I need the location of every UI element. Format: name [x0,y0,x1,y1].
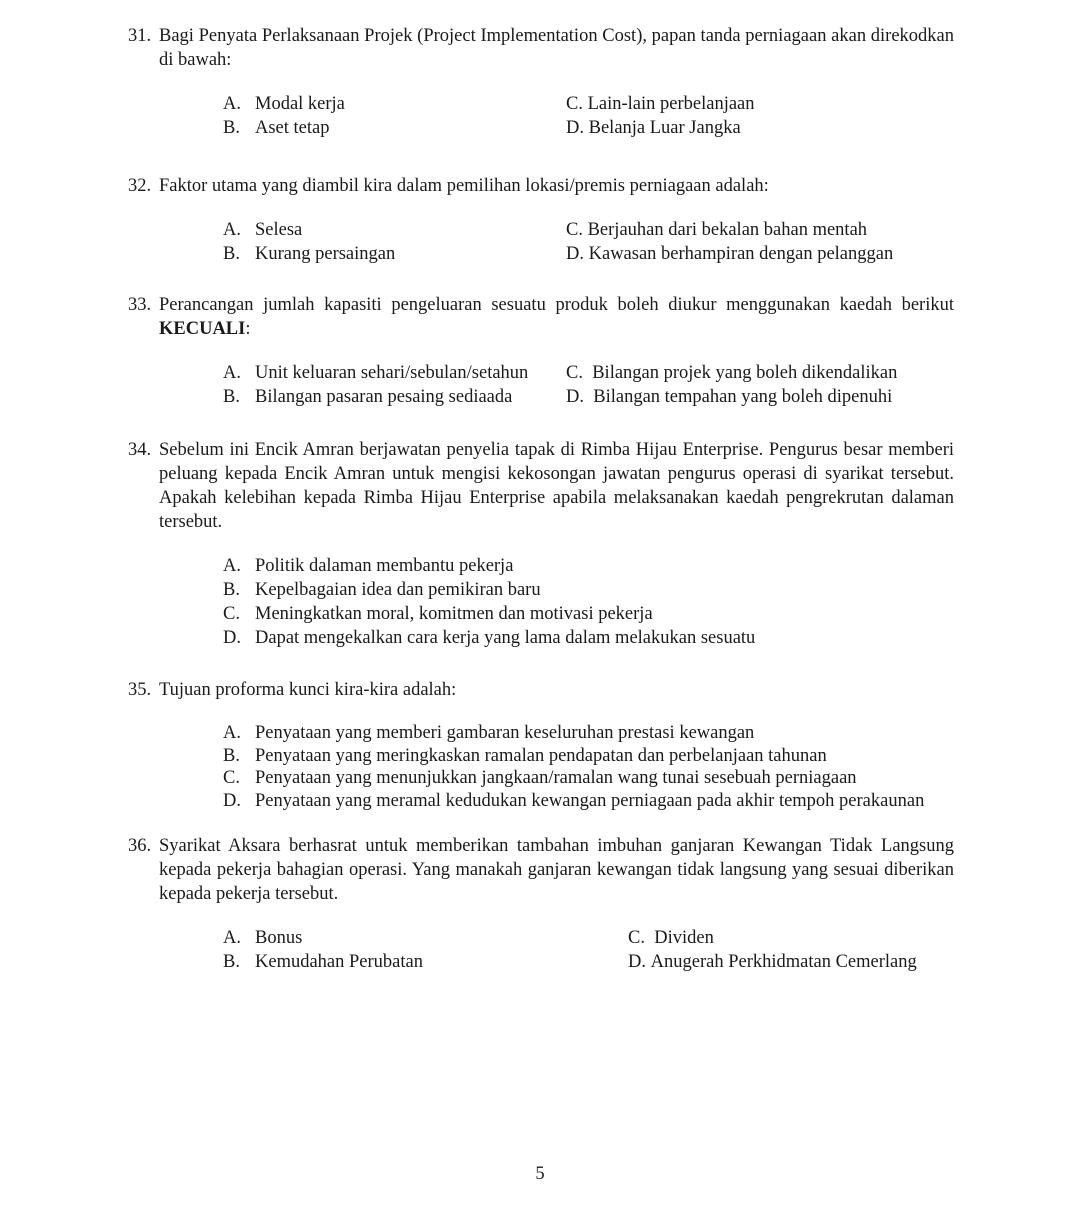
option-b [223,950,628,974]
question-number: 33. [128,295,152,315]
option-letter: A. [223,220,241,240]
question-text: Syarikat Aksara berhasrat untuk memberikan tambahan imbuhan ganjaran Kewangan Tidak Langsung kepada pekerja bahagian operasi. Yang manakah ganjaran kewangan tidak langsung yang sesuai diberikan kepada pekerja tersebut. [159,836,954,904]
option-b [223,242,566,266]
option-a [223,92,566,116]
option-letter: C. [223,604,240,624]
option-c [566,361,897,385]
option-letter: A. [223,723,241,743]
option-text: Aset tetap [255,118,330,138]
option-letter: C. [566,363,583,383]
option-c [628,926,714,950]
option-letter: D. [566,118,584,138]
question-emphasis-suffix: : [245,319,251,339]
options-list [223,554,954,650]
option-text: Penyataan yang meringkaskan ramalan pendapatan dan perbelanjaan tahunan [255,745,827,766]
option-letter: B. [223,387,240,407]
option-text: Penyataan yang memberi gambaran keseluruhan prestasi kewangan [255,723,755,743]
option-letter: D. [223,628,241,648]
option-text: Unit keluaran sehari/sebulan/setahun [255,363,529,383]
option-letter: C. [628,928,645,948]
option-b [223,385,566,409]
option-text: Bilangan pasaran pesaing sediaada [255,387,513,407]
option-text: Berjauhan dari bekalan bahan mentah [587,220,868,240]
question-text [159,293,954,341]
option-text: Penyataan yang menunjukkan jangkaan/ramalan wang tunai sesebuah perniagaan [255,768,857,788]
question-number: 34. [128,440,152,460]
option-letter: C. [223,768,240,788]
option-text: Kepelbagaian idea dan pemikiran baru [255,580,541,600]
option-a [223,361,566,385]
option-text: Kurang persaingan [255,244,396,264]
option-text: Bonus [255,928,303,948]
page-number: 5 [535,1164,545,1184]
question-emphasis: KECUALI [159,319,246,339]
question-number: 31. [128,26,152,46]
option-b [223,745,954,768]
option-b [223,578,954,602]
option-d [628,950,917,974]
question-34 [128,438,954,650]
option-b [223,116,566,140]
option-letter: B. [223,580,240,600]
option-text: Belanja Luar Jangka [588,118,741,138]
option-letter: B. [223,118,240,138]
option-text: Lain-lain perbelanjaan [587,94,755,114]
option-letter: A. [223,928,241,948]
option-letter: D. [566,387,584,407]
option-text: Politik dalaman membantu pekerja [255,556,514,576]
question-body: Perancangan jumlah kapasiti pengeluaran sesuatu produk boleh diukur menggunakan kaedah berikut [159,295,954,315]
option-d [223,626,954,650]
question-text: Sebelum ini Encik Amran berjawatan penyelia tapak di Rimba Hijau Enterprise. Pengurus besar memberi peluang kepada Encik Amran untuk mengisi kekosongan jawatan pengurus operasi di syarikat tersebut. Apakah kelebihan kepada Rimba Hijau Enterprise apabila melaksanakan kaedah pengrekrutan dalaman tersebut. [159,440,954,532]
question-text: Bagi Penyata Perlaksanaan Projek (Project Implementation Cost), papan tanda perniagaan akan direkodkan di bawah: [159,26,954,70]
option-text: Modal kerja [255,94,345,114]
options-grid [223,218,954,266]
option-letter: D. [566,244,584,264]
question-32 [128,174,954,266]
question-number: 36. [128,836,152,856]
option-c [223,602,954,626]
option-letter: B. [223,952,240,972]
option-letter: C. [566,220,583,240]
option-text: Bilangan tempahan yang boleh dipenuhi [593,387,893,407]
option-letter: B. [223,244,240,264]
option-d [566,385,892,409]
question-text: Faktor utama yang diambil kira dalam pemilihan lokasi/premis perniagaan adalah: [159,176,769,196]
option-text: Dividen [654,928,714,948]
option-letter: D. [628,952,646,972]
option-text: Bilangan projek yang boleh dikendalikan [592,363,898,383]
options-grid [223,92,954,140]
option-d [223,790,954,813]
option-text: Kawasan berhampiran dengan pelanggan [588,244,894,264]
option-a [223,554,954,578]
question-text: Tujuan proforma kunci kira-kira adalah: [159,680,457,700]
options-grid [223,361,954,409]
option-letter: D. [223,790,241,811]
option-a [223,722,954,745]
option-c [223,767,954,790]
question-35 [128,678,954,812]
options-list [223,722,954,812]
option-text: Anugerah Perkhidmatan Cemerlang [650,952,917,972]
option-text: Selesa [255,220,303,240]
option-text: Kemudahan Perubatan [255,952,423,972]
option-d [566,242,893,266]
options-grid [223,926,954,974]
option-text: Dapat mengekalkan cara kerja yang lama dalam melakukan sesuatu [255,628,756,648]
question-number: 32. [128,176,152,196]
option-d [566,116,741,140]
question-number: 35. [128,680,152,700]
question-31 [128,24,954,140]
option-letter: A. [223,94,241,114]
option-c [566,92,755,116]
option-a [223,926,628,950]
option-text: Penyataan yang meramal kedudukan kewangan perniagaan pada akhir tempoh perakaunan [255,790,925,811]
option-a [223,218,566,242]
option-letter: C. [566,94,583,114]
option-letter: B. [223,745,240,766]
option-letter: A. [223,363,241,383]
option-c [566,218,867,242]
option-letter: A. [223,556,241,576]
question-36 [128,834,954,974]
option-text: Meningkatkan moral, komitmen dan motivasi pekerja [255,604,653,624]
question-33 [128,293,954,409]
